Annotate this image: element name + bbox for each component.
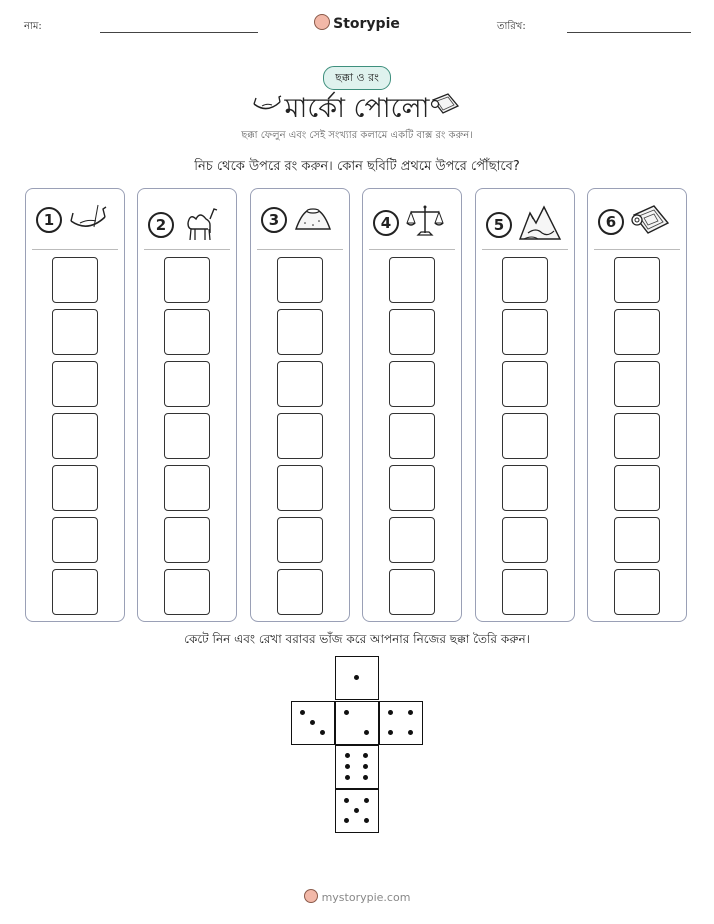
carpet-scroll-icon [630,203,670,241]
column-header [261,203,333,237]
column-number: 6 [598,209,624,235]
color-box[interactable] [164,309,210,355]
color-box[interactable] [52,309,98,355]
date-label: তারিখ: [497,21,526,32]
color-box[interactable] [52,569,98,615]
column-number: 5 [486,212,512,238]
instruction: নিচ থেকে উপরে রং করুন। কোন ছবিটি প্রথমে উপরে পৌঁছাবে? [194,159,520,174]
page-title: মার্কো পোলো [284,93,430,124]
pip [344,818,349,823]
column-header [36,203,108,237]
color-box[interactable] [164,361,210,407]
column-number: 1 [36,207,62,233]
scales-icon [405,203,445,243]
brand-name: Storypie [333,16,400,32]
color-box[interactable] [277,569,323,615]
subtitle: ছক্কা ফেলুন এবং সেই সংখ্যার কলামে একটি বাক্স রং করুন। [241,130,473,141]
name-line[interactable] [100,32,258,33]
column-number: 4 [373,210,399,236]
color-box[interactable] [52,413,98,459]
footer [0,889,714,904]
color-box[interactable] [614,413,660,459]
pip [408,730,413,735]
pip [388,710,393,715]
color-box[interactable] [52,257,98,303]
date-line[interactable] [567,32,691,33]
color-box[interactable] [502,413,548,459]
die-face-4 [379,701,423,745]
pip [364,818,369,823]
name-label: নাম: [24,21,42,32]
pip [345,775,350,780]
column-divider [257,249,343,250]
gondola-icon [68,203,108,237]
color-box[interactable] [502,517,548,563]
pip [300,710,305,715]
color-box[interactable] [502,257,548,303]
die-face-3 [291,701,335,745]
column-divider [144,249,230,250]
color-box[interactable] [164,465,210,511]
pip [344,798,349,803]
color-box[interactable] [277,465,323,511]
die-face-5 [335,789,379,833]
pip [363,775,368,780]
pip [388,730,393,735]
activity-badge: ছক্কা ও রং [323,66,391,90]
pip [364,730,369,735]
column-divider [482,249,568,250]
pip [354,675,359,680]
color-box[interactable] [389,569,435,615]
pip [363,764,368,769]
color-box[interactable] [614,569,660,615]
camel-icon [180,203,220,247]
pip [363,753,368,758]
column-4 [362,188,462,622]
pip [364,798,369,803]
color-box[interactable] [164,257,210,303]
column-5 [475,188,575,622]
pip [344,710,349,715]
column-2 [137,188,237,622]
column-number: 3 [261,207,287,233]
color-box[interactable] [614,465,660,511]
column-divider [32,249,118,250]
column-3 [250,188,350,622]
die-face-2 [335,701,379,745]
color-box[interactable] [277,517,323,563]
column-header [598,203,670,241]
pip [345,764,350,769]
color-box[interactable] [502,569,548,615]
brand-logo [0,14,714,32]
color-box[interactable] [389,309,435,355]
storypie-bear-icon [304,889,318,903]
color-box[interactable] [277,309,323,355]
column-header [373,203,445,243]
color-box[interactable] [614,309,660,355]
cut-instruction: কেটে নিন এবং রেখা বরাবর ভাঁজ করে আপনার নিজের ছক্কা তৈরি করুন। [184,632,530,646]
footer-url[interactable]: mystorypie.com [321,891,411,904]
die-face-1 [335,656,379,700]
column-header [486,203,562,247]
volcano-icon [293,203,333,237]
pip [354,808,359,813]
color-box[interactable] [389,517,435,563]
color-box[interactable] [52,465,98,511]
column-6 [587,188,687,622]
color-box[interactable] [277,361,323,407]
storypie-bear-icon [314,14,330,30]
carpet-title-icon [430,92,460,116]
color-box[interactable] [52,361,98,407]
color-box[interactable] [389,257,435,303]
pip [310,720,315,725]
color-box[interactable] [164,569,210,615]
color-box[interactable] [614,257,660,303]
color-box[interactable] [502,309,548,355]
column-1 [25,188,125,622]
color-box[interactable] [52,517,98,563]
color-box[interactable] [502,465,548,511]
column-divider [369,249,455,250]
pip [408,710,413,715]
color-box[interactable] [164,517,210,563]
die-net [290,656,424,834]
color-box[interactable] [389,465,435,511]
color-box[interactable] [277,257,323,303]
pip [320,730,325,735]
mountains-icon [518,203,562,247]
color-box[interactable] [502,361,548,407]
column-header [148,203,220,247]
column-divider [594,249,680,250]
color-box[interactable] [389,361,435,407]
color-box[interactable] [614,517,660,563]
color-box[interactable] [164,413,210,459]
color-box[interactable] [614,361,660,407]
die-face-6 [335,745,379,789]
pip [345,753,350,758]
color-box[interactable] [277,413,323,459]
column-number: 2 [148,212,174,238]
color-box[interactable] [389,413,435,459]
